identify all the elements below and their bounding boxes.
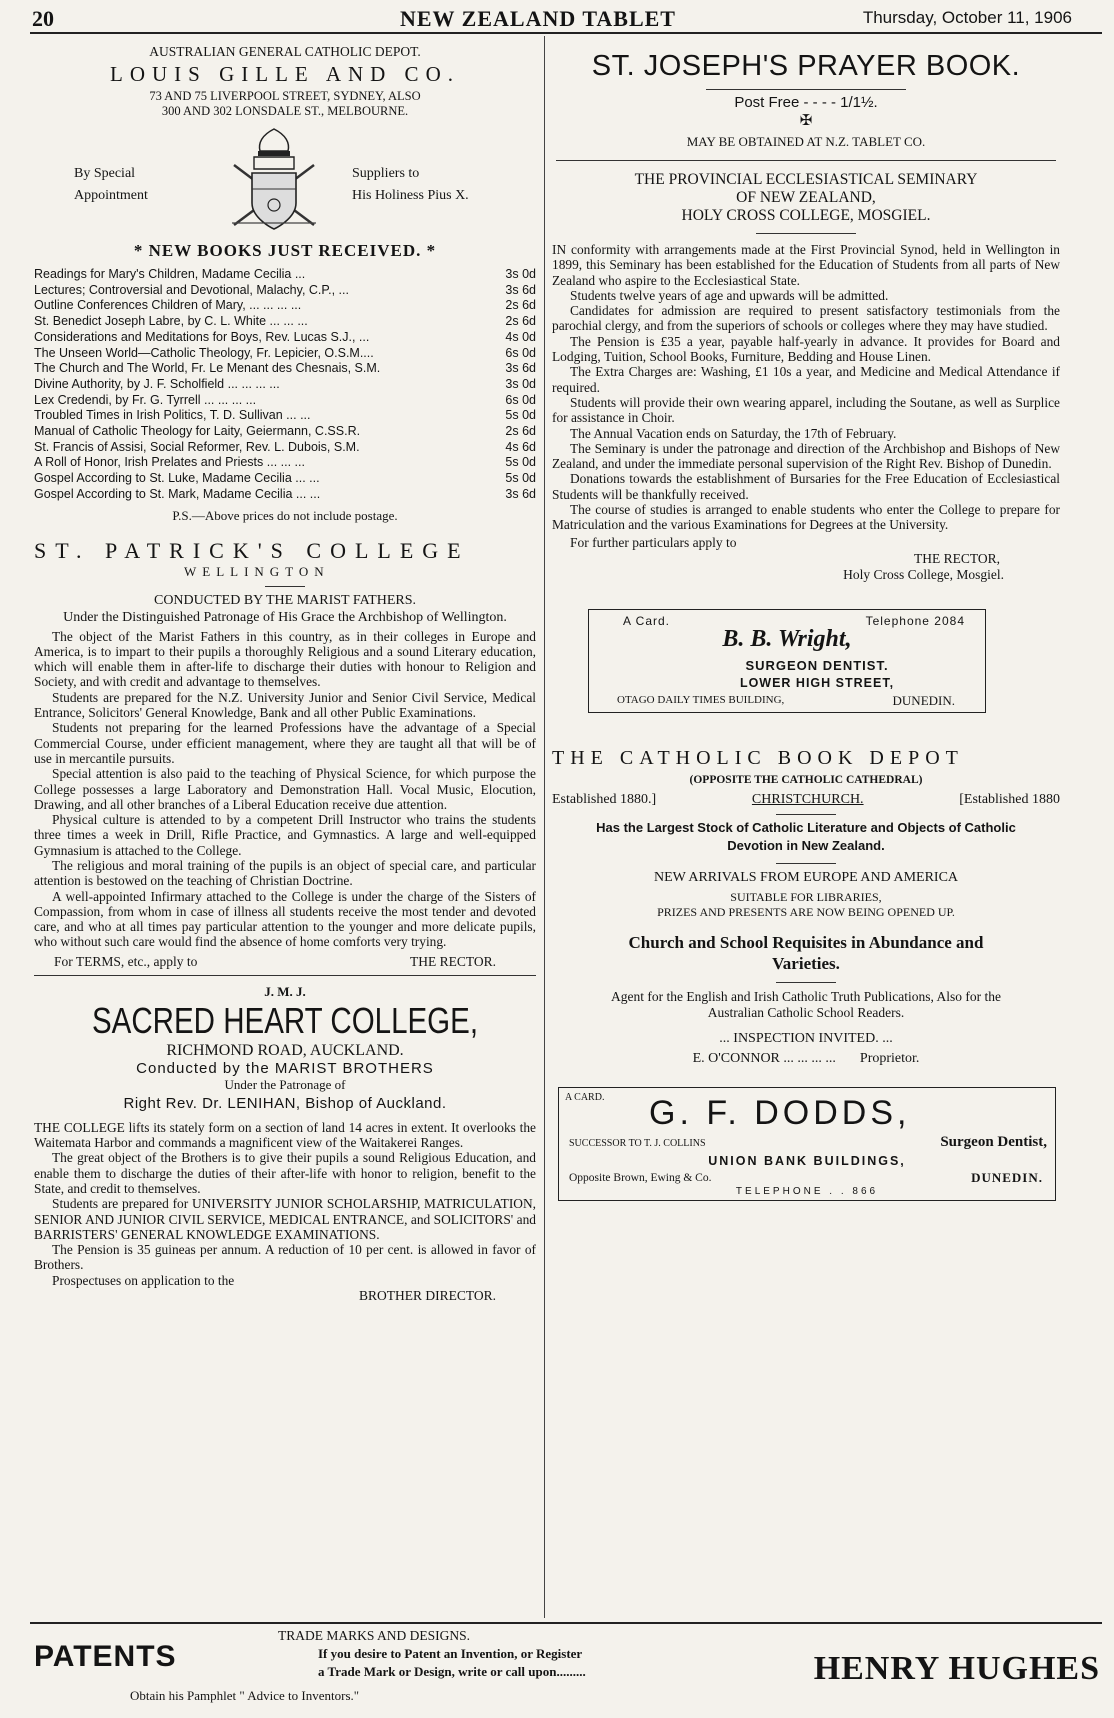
divider [776,863,836,864]
book-item [34,471,536,487]
sydney-address: 73 AND 75 LIVERPOOL STREET, SYDNEY, ALSO [149,89,421,103]
paragraph: The Annual Vacation ends on Saturday, the 17th of February. [570,425,897,441]
book-price: 6s 0d [505,345,536,360]
book-item [34,283,536,299]
sacred-heart-ad [34,984,536,1304]
dodds-opposite: Opposite Brown, Ewing & Co. [569,1171,712,1184]
seminary-title: THE PROVINCIAL ECCLESIASTICAL SEMINARY [634,171,978,188]
seminary-place: Holy Cross College, Mosgiel. [843,566,1004,582]
paragraph: Students will provide their own wearing apparel, including the Soutane, as well as Surplice for assistance in Choir. [552,394,1060,426]
dodds-telephone: TELEPHONE . . 866 [735,1185,879,1197]
patents-title: PATENTS [34,1640,177,1673]
book-title: Outline Conferences Children of Mary, ... ... ... ... [34,298,302,313]
new-arrivals: NEW ARRIVALS FROM EUROPE AND AMERICA [653,869,959,885]
paragraph: The object of the Marist Fathers in this country, as in their colleges in Europe and America, is to impart to their pupils a thoroughly Religious and a sound Literary education, which will enable them in after-life to discharge their duties with honour to Religion and Society, and with credit and advantage to themselves. [34,628,536,690]
papal-arms-icon [214,125,334,237]
paragraph: THE COLLEGE lifts its stately form on a section of land 14 acres in extent. It overlooks the Waitemata Harbor and commands a magnificent view of the Waitakerei Ranges. [34,1119,536,1151]
paragraph: Students are prepared for UNIVERSITY JUNIOR SCHOLARSHIP, MATRICULATION, SENIOR AND JUNIOR CIVIL SERVICE, MEDICAL ENTRANCE, and SOLICITORS' and BARRISTERS' GENERAL KNOWLEDGE EXAMINATIONS. [34,1196,536,1242]
book-title: St. Benedict Joseph Labre, by C. L. White ... ... ... [34,314,308,329]
paragraph: The religious and moral training of the pupils is an object of special care, and particular attention is bestowed on the teaching of Christian Doctrine. [34,858,536,889]
by-special-label: By Special [74,166,136,181]
holiness-label: His Holiness Pius X. [352,188,469,203]
requisites: Church and School Requisites in Abundance and Varieties. [628,932,984,973]
jmj: J. M. J. [264,983,306,999]
st-patricks-place: WELLINGTON [184,563,330,579]
divider [776,982,836,983]
dodds-name: G. F. DODDS, [649,1093,911,1132]
trade-marks: TRADE MARKS AND DESIGNS. [278,1628,471,1643]
page-number: 20 [32,6,54,31]
divider [756,233,856,234]
book-item [34,377,536,393]
brother-director: BROTHER DIRECTOR. [358,1288,496,1304]
divider [706,89,906,90]
book-title: The Unseen World—Catholic Theology, Fr. Lepicier, O.S.M.... [34,345,374,360]
under-patronage: Under the Patronage of [224,1076,346,1092]
dodds-bank: UNION BANK BUILDINGS, [708,1153,906,1168]
paragraph: Candidates for admission are required to present satisfactory testimonials from the parochial clergy, and from the superiors of schools or colleges where they may have studied. [552,303,1060,334]
further-particulars: For further particulars apply to [570,534,737,550]
appointment-label: Appointment [74,188,148,203]
obtained-line: MAY BE OBTAINED AT N.Z. TABLET CO. [686,134,926,149]
melbourne-address: 300 AND 302 LONSDALE ST., MELBOURNE. [161,104,409,118]
suitable-line: SUITABLE FOR LIBRARIES, [730,889,882,904]
book-list [34,267,536,503]
book-price: 6s 0d [505,392,536,407]
depot-city: CHRISTCHURCH. [751,791,864,807]
book-item [34,440,536,456]
wright-street: LOWER HIGH STREET, [739,675,895,690]
header-rule [30,32,1102,34]
paragraph: The Pension is 35 guineas per annum. A reduction of 10 per cent. is allowed in favor of Brothers. [34,1242,536,1273]
column-divider [544,36,545,1618]
divider [776,814,836,815]
book-item [34,424,536,440]
sacred-heart-body [34,1120,536,1288]
book-price: 4s 0d [505,329,536,344]
bishop-line: Right Rev. Dr. LENIHAN, Bishop of Auckland. [123,1094,447,1112]
seminary-body [552,242,1060,533]
paragraph: A well-appointed Infirmary attached to the College is under the charge of the Sisters of Compassion, from whom in case of illness all students receive the most tender and devoted care, and who at all times pay particular attention to the younger and more delicate pupils, who without such care would find the absence of home comforts very trying. [34,888,536,950]
wright-building: OTAGO DAILY TIMES BUILDING, [617,693,785,706]
book-price: 3s 6d [505,282,536,297]
terms-line [34,954,536,970]
paragraph: Donations towards the establishment of Bursaries for the Free Education of Ecclesiastical Students will be thankfully received. [552,471,1060,502]
wright-role: SURGEON DENTIST. [745,657,889,673]
suppliers-text [352,163,469,207]
depot-opposite: (OPPOSITE THE CATHOLIC CATHEDRAL) [689,773,923,786]
seminary-subtitle: OF NEW ZEALAND, [736,189,876,206]
books-heading: * NEW BOOKS JUST RECEIVED. * [133,241,437,260]
seminary-ad [552,171,1060,583]
divider [34,975,536,976]
book-title: Manual of Catholic Theology for Laity, Geiermann, C.SS.R. [34,424,361,439]
paragraph: The course of studies is arranged to enable students who enter the College to prepare for Matriculation and the various Examinations for Degrees at the University. [552,502,1060,533]
dodds-card [558,1087,1056,1201]
book-title: The Church and The World, Fr. Le Menant des Chesnais, S.M. [34,361,381,376]
prizes-line: PRIZES AND PRESENTS ARE NOW BEING OPENED UP. [657,904,955,919]
firm-name: LOUIS GILLE AND CO. [110,62,460,86]
dodds-successor: SUCCESSOR TO T. J. COLLINS [569,1137,706,1149]
book-title: Gospel According to St. Mark, Madame Cecilia ... ... [34,486,321,501]
st-patricks-body [34,629,536,950]
inspection-invited: ... INSPECTION INVITED. ... [719,1030,893,1046]
st-patricks-ad [34,538,536,976]
book-title: Lectures; Controversial and Devotional, Malachy, C.P., ... [34,282,349,297]
book-item [34,346,536,362]
book-price: 3s 6d [505,361,536,376]
seminary-rector: THE RECTOR, [913,550,1000,566]
paragraph: Physical culture is attended to by a competent Drill Instructor who trains the students three times a week in Drill, Rifle Practice, and Gymnastics. A large and well-equipped Gymnasium is attached to the College. [34,812,536,858]
book-item [34,361,536,377]
book-item [34,487,536,503]
footer-rule [30,1622,1102,1624]
book-title: Gospel According to St. Luke, Madame Cecilia ... ... [34,471,320,486]
proprietor-label: Proprietor. [859,1050,920,1066]
paragraph: The great object of the Brothers is to give their pupils a sound Religious Education, and enable them to discharge the duties of their after-life with honor to religion, benefit to the State, and credit to themselves. [34,1150,536,1196]
prayer-book-title: ST. JOSEPH'S PRAYER BOOK. [591,50,1021,82]
louis-gille-ad [34,44,536,524]
paragraph: Students are prepared for the N.Z. University Junior and Senior Civil Service, Medical Entrance, Solicitors' General Knowledge, Bank and all other Public Examinations. [34,689,536,721]
book-title: Divine Authority, by J. F. Scholfield ... ... ... ... [34,376,280,391]
cross-icon: ✠ [799,113,813,129]
paragraph: IN conformity with arrangements made at the First Provincial Synod, held in Wellington in 1899, this Seminary has been established for the Education of Students from all parts of New Zealand who aspire to the Ecclesiastical State. [552,242,1060,288]
paragraph: Students twelve years of age and upwards will be admitted. [570,287,889,303]
book-price: 3s 6d [505,486,536,501]
depot-title: THE CATHOLIC BOOK DEPOT [552,746,964,769]
rector-label: THE RECTOR. [409,953,496,969]
book-depot-ad [552,747,1060,1067]
book-item [34,455,536,471]
conducted-by: Conducted by the MARIST BROTHERS [136,1059,434,1077]
book-title: A Roll of Honor, Irish Prelates and Priests ... ... ... [34,455,305,470]
book-price: 3s 0d [505,267,536,281]
paragraph: Special attention is also paid to the teaching of Physical Science, for which purpose the College possesses a large Laboratory and Demonstration Hall. Vocal Music, Elocution, Drawing, and all other branches of a Liberal Education receive due attention. [34,766,536,812]
book-title: Considerations and Meditations for Boys, Rev. Lucas S.J., ... [34,329,370,344]
book-title: Troubled Times in Irish Politics, T. D. Sullivan ... ... [34,408,311,423]
wright-telephone: Telephone 2084 [865,613,965,628]
seminary-college: HOLY CROSS COLLEGE, MOSGIEL. [681,207,931,224]
book-price: 2s 6d [505,424,536,439]
paragraph: The Pension is £35 a year, payable half-yearly in advance. It provides for Board and Lodging, Tuition, School Books, Furniture, Bedding and House Linen. [552,333,1060,365]
right-column [552,36,1060,1201]
paragraph: The Seminary is under the patronage and direction of the Archbishop and Bishops of New Zealand, and under the immediate personal supervision of the Right Rev. Bishop of Dunedin. [552,440,1060,472]
dodds-city: DUNEDIN. [971,1169,1043,1185]
book-price: 4s 6d [505,439,536,454]
divider [556,160,1056,161]
book-price: 5s 0d [505,408,536,423]
book-item [34,393,536,409]
patronage-line: Under the Distinguished Patronage of His Grace the Archbishop of Wellington. [63,609,507,625]
proprietor-line [552,1051,1060,1067]
wright-city: DUNEDIN. [892,692,955,708]
patent-line-2: a Trade Mark or Design, write or call upon......... [318,1664,586,1679]
largest-stock: Has the Largest Stock of Catholic Literature and Objects of Catholic Devotion in New Zealand. [596,819,1016,853]
henry-hughes: HENRY HUGHES [813,1650,1100,1687]
page-header [30,6,1102,30]
wright-card [588,609,986,713]
book-title: Lex Credendi, by Fr. G. Tyrrell ... ... ... ... [34,392,257,407]
patent-line-1: If you desire to Patent an Invention, or Register [318,1646,583,1661]
prayer-book-ad [552,50,1060,161]
book-title: Readings for Mary's Children, Madame Cecilia ... [34,267,306,281]
book-item [34,314,536,330]
depot-title: AUSTRALIAN GENERAL CATHOLIC DEPOT. [149,44,421,59]
appointment-block [34,119,536,237]
paragraph: Prospectuses on application to the [52,1272,235,1288]
postage-note: P.S.—Above prices do not include postage. [172,507,398,523]
book-item [34,298,536,314]
obtain-pamphlet: Obtain his Pamphlet " Advice to Inventors." [130,1688,360,1703]
book-item [34,267,536,283]
left-column [34,36,536,1304]
sacred-heart-title: SACRED HEART COLLEGE, [91,999,479,1041]
paragraph: The Extra Charges are: Washing, £1 10s a year, and Medicine and Medical Attendance if required. [552,364,1060,395]
established-right: [Established 1880 [959,791,1060,807]
appointment-text [74,163,148,207]
issue-date: Thursday, October 11, 1906 [862,8,1072,27]
book-item [34,408,536,424]
card-label: A CARD. [565,1091,605,1103]
richmond-road: RICHMOND ROAD, AUCKLAND. [166,1041,404,1059]
patents-ad [30,1626,1106,1714]
masthead: NEW ZEALAND TABLET [400,6,676,31]
book-price: 5s 0d [505,455,536,470]
divider [265,586,305,587]
card-label: A Card. [623,613,671,628]
established-left: Established 1880.] [552,791,657,807]
book-title: St. Francis of Assisi, Social Reformer, Rev. L. Dubois, S.M. [34,439,360,454]
suppliers-label: Suppliers to [352,166,420,181]
proprietor-name: E. O'CONNOR ... ... ... ... [692,1050,836,1066]
dodds-role: Surgeon Dentist, [940,1133,1047,1150]
book-item [34,330,536,346]
book-price: 5s 0d [505,471,536,486]
book-price: 2s 6d [505,298,536,313]
paragraph: Students not preparing for the learned Professions have the advantage of a Special Commercial Course, under efficient management, where they are taught all that will be of use in mercantile pursuits. [34,720,536,766]
agent-line: Agent for the English and Irish Catholic Truth Publications, Also for the Australian Catholic School Readers. [611,988,1001,1020]
book-price: 3s 0d [505,376,536,391]
st-patricks-title: ST. PATRICK'S COLLEGE [34,537,470,563]
terms-label: For TERMS, etc., apply to [54,953,198,969]
depot-established-line [552,792,1060,808]
conducted-line: CONDUCTED BY THE MARIST FATHERS. [153,592,416,608]
book-price: 2s 6d [505,314,536,329]
post-free: Post Free - - - - 1/1½. [734,94,878,111]
wright-name: B. B. Wright, [722,625,852,652]
